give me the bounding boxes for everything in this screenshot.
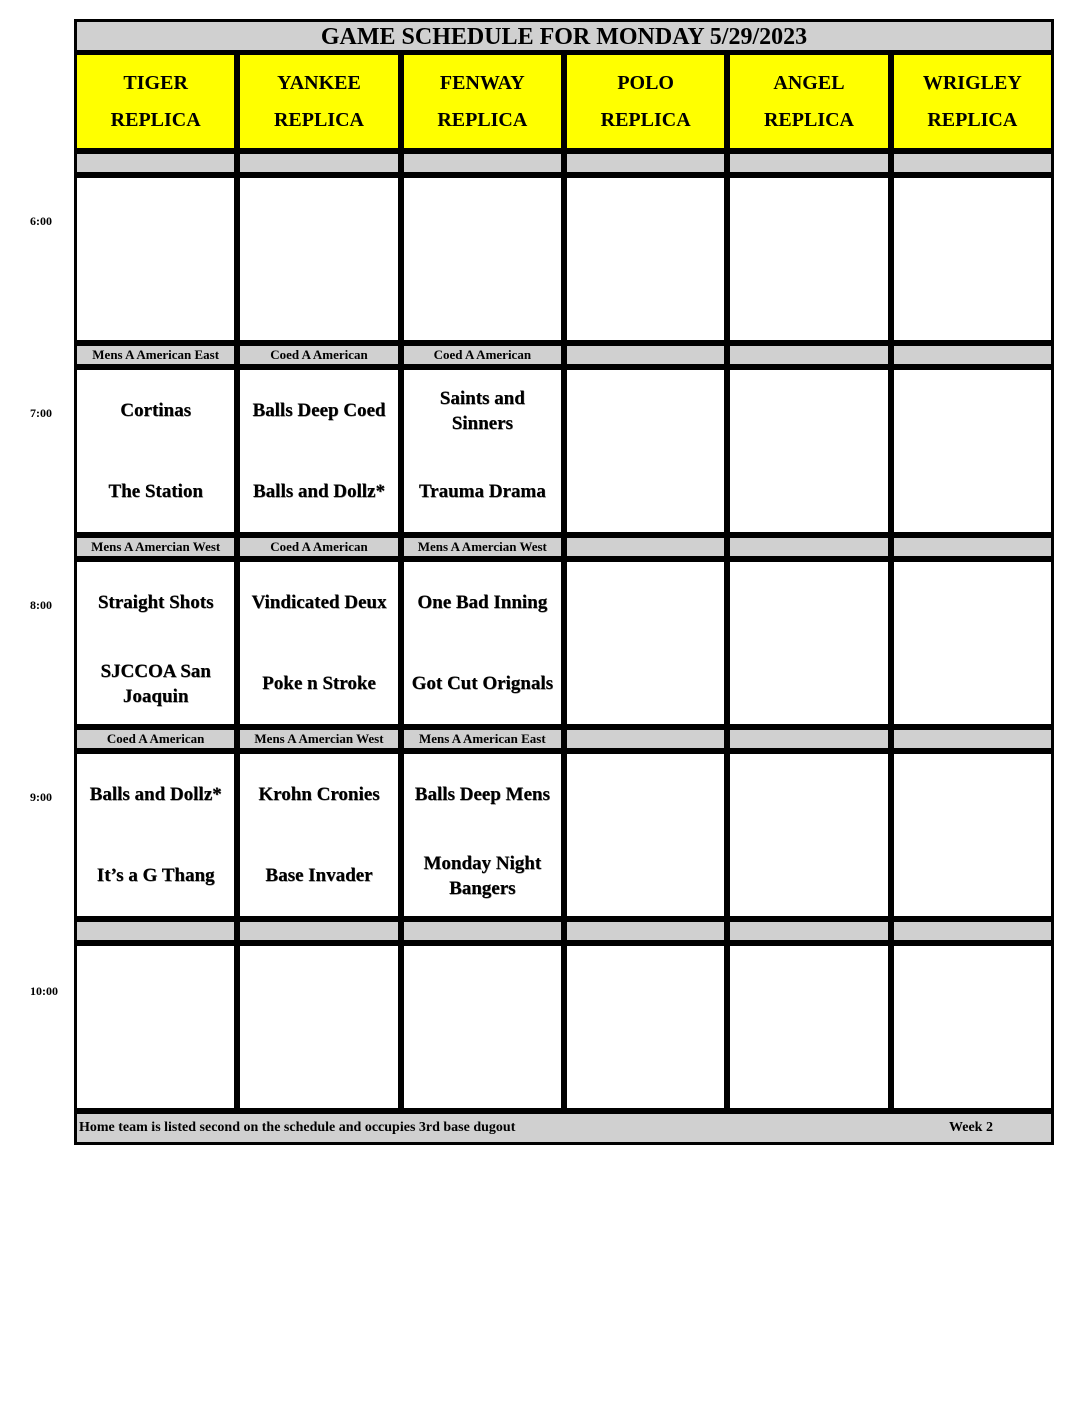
game-cell xyxy=(727,943,890,1111)
away-team xyxy=(894,946,1051,1027)
game-cell xyxy=(891,943,1054,1111)
time-label: 10:00 xyxy=(30,984,58,998)
division-label: Coed A American xyxy=(74,727,237,751)
time-slot-row xyxy=(74,559,1054,727)
division-label xyxy=(74,919,237,943)
home-team: Got Cut Orignals xyxy=(411,673,554,694)
home-team xyxy=(730,835,887,916)
time-slot-row xyxy=(74,367,1054,535)
away-team: Cortinas xyxy=(120,400,192,421)
home-team: Monday Night Bangers xyxy=(423,852,542,899)
game-cell xyxy=(237,943,400,1111)
division-row xyxy=(74,343,1054,367)
away-team: Straight Shots xyxy=(97,592,214,613)
home-team xyxy=(567,259,724,340)
home-team xyxy=(404,259,561,340)
away-team xyxy=(730,754,887,835)
game-cell xyxy=(237,559,400,727)
away-team xyxy=(730,946,887,1027)
time-slot-row xyxy=(74,751,1054,919)
division-row xyxy=(74,535,1054,559)
away-team xyxy=(894,754,1051,835)
away-team xyxy=(730,178,887,259)
home-team xyxy=(567,643,724,724)
away-team xyxy=(404,178,561,259)
time-label: 9:00 xyxy=(30,790,52,804)
division-row xyxy=(74,919,1054,943)
time-label: 8:00 xyxy=(30,598,52,612)
division-row xyxy=(74,727,1054,751)
game-cell xyxy=(564,559,727,727)
division-label xyxy=(564,343,727,367)
venue-type: REPLICA xyxy=(763,108,854,131)
home-team xyxy=(240,259,397,340)
home-team xyxy=(77,1027,234,1108)
game-cell xyxy=(237,367,400,535)
footer-bar xyxy=(74,1111,1054,1145)
away-team xyxy=(77,178,234,259)
division-label: Coed A American xyxy=(237,343,400,367)
division-label xyxy=(727,151,890,175)
game-cell xyxy=(401,367,564,535)
division-label xyxy=(727,727,890,751)
game-cell xyxy=(401,751,564,919)
venue-name: POLO xyxy=(617,71,674,94)
home-team xyxy=(240,1027,397,1108)
division-label: Coed A American xyxy=(237,535,400,559)
game-cell xyxy=(727,751,890,919)
home-team xyxy=(894,1027,1051,1108)
game-cell xyxy=(564,943,727,1111)
home-team: Trauma Drama xyxy=(418,481,546,502)
venue-header xyxy=(237,53,400,151)
home-team: Balls and Dollz* xyxy=(253,481,385,502)
game-cell xyxy=(564,367,727,535)
away-team: Krohn Cronies xyxy=(258,784,380,805)
division-label xyxy=(891,151,1054,175)
away-team: Balls and Dollz* xyxy=(89,784,222,805)
division-label xyxy=(401,919,564,943)
away-team xyxy=(404,946,561,1027)
away-team xyxy=(730,562,887,643)
division-label xyxy=(237,919,400,943)
game-cell xyxy=(564,751,727,919)
division-label xyxy=(891,535,1054,559)
home-team: Poke n Stroke xyxy=(262,673,376,694)
home-team xyxy=(730,643,887,724)
game-cell xyxy=(74,367,237,535)
time-slot-row xyxy=(74,175,1054,343)
home-team xyxy=(567,1027,724,1108)
game-cell xyxy=(727,559,890,727)
game-cell xyxy=(891,559,1054,727)
venue-type: REPLICA xyxy=(273,108,364,131)
away-team xyxy=(730,370,887,451)
division-row xyxy=(74,151,1054,175)
division-label xyxy=(727,535,890,559)
game-cell xyxy=(237,751,400,919)
venue-header xyxy=(727,53,890,151)
venue-header xyxy=(401,53,564,151)
division-label xyxy=(237,151,400,175)
away-team: Saints and Sinners xyxy=(439,387,525,434)
division-label xyxy=(564,727,727,751)
home-team xyxy=(730,451,887,532)
game-cell xyxy=(891,367,1054,535)
division-label: Mens A Amercian West xyxy=(74,535,237,559)
away-team: Balls Deep Coed xyxy=(252,400,386,421)
away-team xyxy=(894,370,1051,451)
schedule-body xyxy=(74,151,1054,1111)
game-cell xyxy=(401,175,564,343)
division-label xyxy=(727,919,890,943)
game-cell xyxy=(74,751,237,919)
venue-name: ANGEL xyxy=(773,71,845,94)
away-team: Vindicated Deux xyxy=(251,592,387,613)
venue-name: TIGER xyxy=(123,71,188,94)
venue-type: REPLICA xyxy=(110,108,201,131)
game-cell xyxy=(727,367,890,535)
division-label xyxy=(891,727,1054,751)
away-team: One Bad Inning xyxy=(417,592,548,613)
away-team xyxy=(240,946,397,1027)
home-team xyxy=(77,259,234,340)
home-team xyxy=(404,1027,561,1108)
venue-name: WRIGLEY xyxy=(922,71,1022,94)
game-cell xyxy=(891,751,1054,919)
game-cell xyxy=(74,175,237,343)
game-cell xyxy=(237,175,400,343)
away-team: Balls Deep Mens xyxy=(414,784,550,805)
home-team xyxy=(894,451,1051,532)
away-team xyxy=(567,754,724,835)
division-label xyxy=(891,919,1054,943)
away-team xyxy=(894,562,1051,643)
home-team: Base Invader xyxy=(265,865,373,886)
away-team xyxy=(77,946,234,1027)
venue-name: FENWAY xyxy=(439,71,525,94)
game-cell xyxy=(74,943,237,1111)
home-team xyxy=(894,259,1051,340)
venue-type: REPLICA xyxy=(437,108,528,131)
away-team xyxy=(894,178,1051,259)
footer-note: Home team is listed second on the schedule and occupies 3rd base dugout xyxy=(79,1120,516,1135)
page-title: GAME SCHEDULE FOR MONDAY 5/29/2023 xyxy=(74,19,1054,53)
division-label xyxy=(891,343,1054,367)
away-team xyxy=(240,178,397,259)
venue-header xyxy=(564,53,727,151)
home-team xyxy=(567,835,724,916)
division-label xyxy=(564,919,727,943)
division-label: Mens A Amercian West xyxy=(237,727,400,751)
home-team: The Station xyxy=(108,481,203,502)
home-team xyxy=(894,643,1051,724)
venue-name: YANKEE xyxy=(277,71,361,94)
home-team: SJCCOA San Joaquin xyxy=(100,660,211,707)
away-team xyxy=(567,178,724,259)
game-cell xyxy=(727,175,890,343)
game-cell xyxy=(891,175,1054,343)
venue-header-row xyxy=(74,53,1054,151)
time-slot-row xyxy=(74,943,1054,1111)
time-label: 7:00 xyxy=(30,406,52,420)
venue-header xyxy=(74,53,237,151)
game-cell xyxy=(401,559,564,727)
time-label: 6:00 xyxy=(30,214,52,228)
division-label: Mens A Amercian West xyxy=(401,535,564,559)
away-team xyxy=(567,370,724,451)
venue-type: REPLICA xyxy=(927,108,1018,131)
division-label: Mens A American East xyxy=(74,343,237,367)
division-label xyxy=(564,151,727,175)
division-label: Mens A American East xyxy=(401,727,564,751)
division-label: Coed A American xyxy=(401,343,564,367)
home-team xyxy=(894,835,1051,916)
schedule-table xyxy=(74,19,1054,1145)
away-team xyxy=(567,562,724,643)
home-team xyxy=(567,451,724,532)
game-cell xyxy=(564,175,727,343)
game-cell xyxy=(401,943,564,1111)
game-cell xyxy=(74,559,237,727)
week-label: Week 2 xyxy=(949,1120,993,1135)
division-label xyxy=(564,535,727,559)
home-team xyxy=(730,1027,887,1108)
division-label xyxy=(401,151,564,175)
venue-type: REPLICA xyxy=(600,108,691,131)
away-team xyxy=(567,946,724,1027)
home-team xyxy=(730,259,887,340)
home-team: It’s a G Thang xyxy=(96,865,215,886)
venue-header xyxy=(891,53,1054,151)
division-label xyxy=(727,343,890,367)
division-label xyxy=(74,151,237,175)
